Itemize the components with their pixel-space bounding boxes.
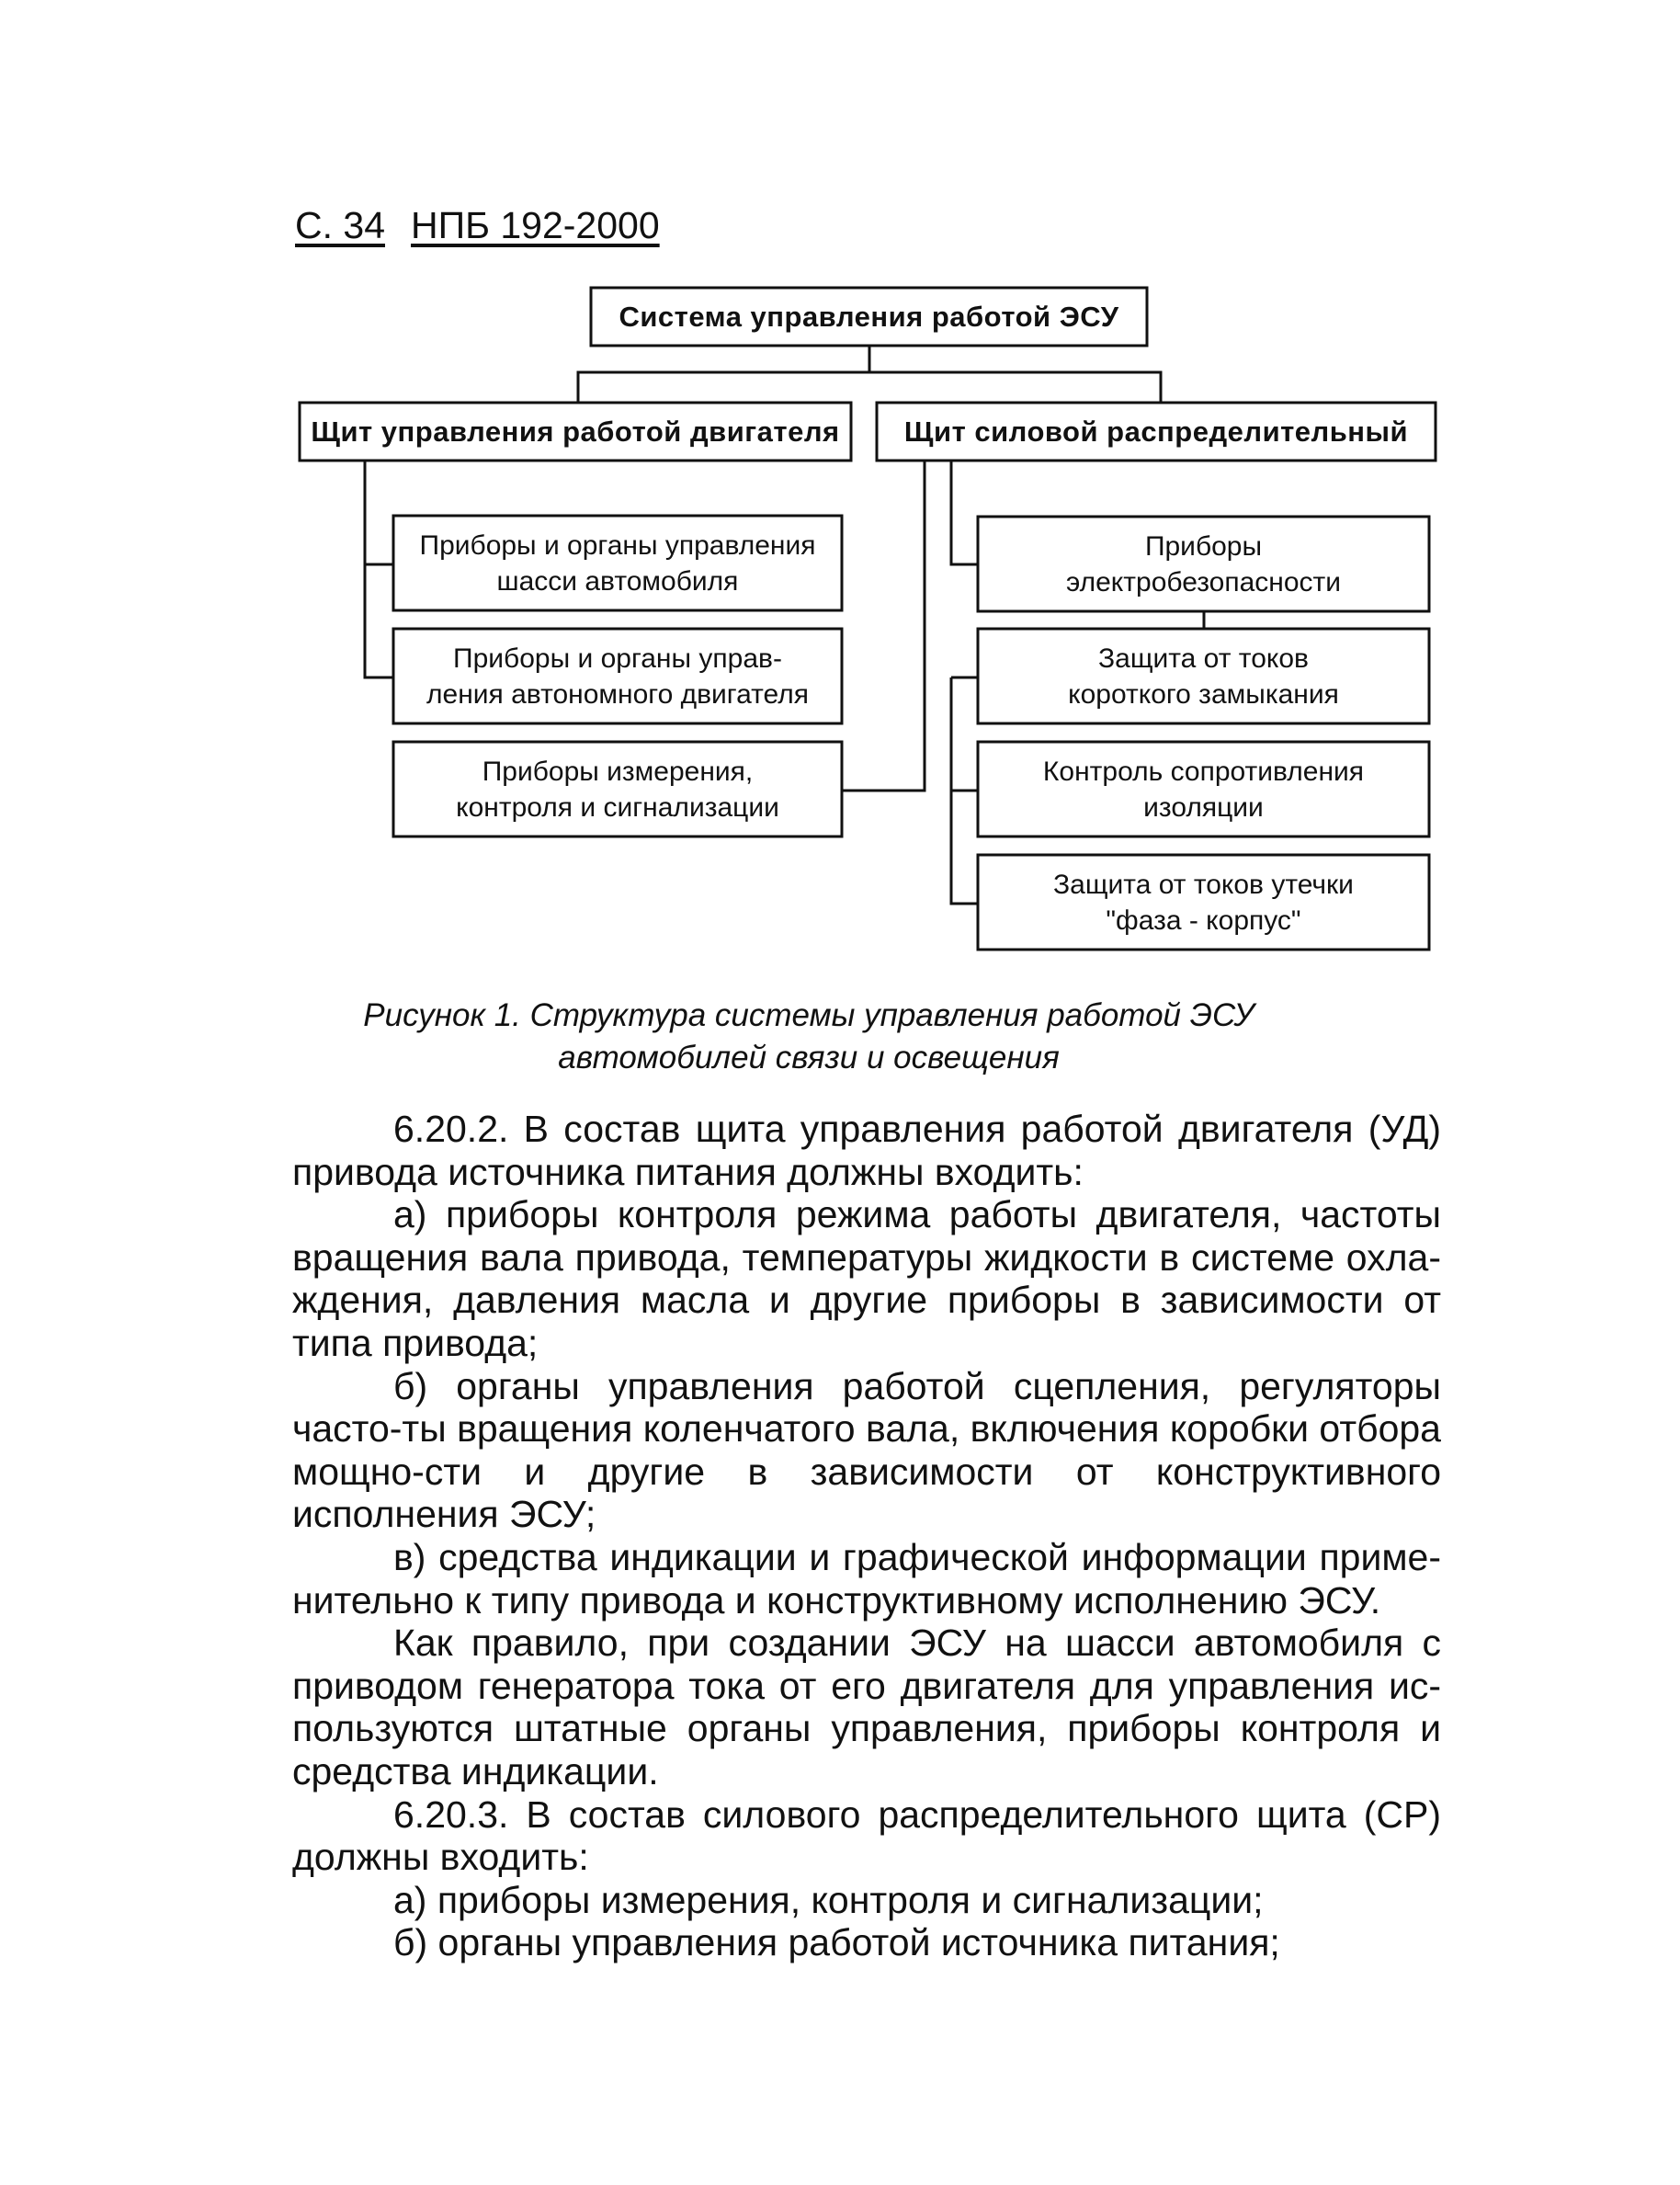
right-panel-connector [951, 461, 978, 564]
right-item-3-label: Контроль сопротивления изоляции [1042, 756, 1365, 823]
paragraph: а) приборы измерения, контроля и сигнализации; [393, 1878, 1264, 1921]
document-code: НПБ 192-2000 [411, 204, 660, 246]
right-item-4-label: Защита от токов утечки "фаза - корпус" [1053, 869, 1354, 936]
page-number: С. 34 [295, 204, 385, 246]
root-branch-line [578, 372, 1161, 403]
left-panel-connector [365, 461, 393, 677]
left-panel-label: Щит управления работой двигателя [311, 415, 840, 448]
paragraph: 6.20.2. В состав щита управления работой двигателя (УД) привода источника питания должны входить: [292, 1108, 1441, 1193]
paragraph: в) средства индикации и графической информации приме-нительно к типу привода и конструктивному исполнению ЭСУ. [292, 1535, 1441, 1622]
left-item-3-connector [842, 461, 925, 791]
right-item-1-label: Приборы электробезопасности [1065, 530, 1342, 597]
right-panel-label: Щит силовой распределительный [903, 415, 1409, 448]
paragraph: а) приборы контроля режима работы двигателя, частоты вращения вала привода, температуры жидкости в системе охла-ждения, давления масла и другие приборы в зависимости от типа привода; [292, 1193, 1441, 1364]
paragraph: б) органы управления работой сцепления, регуляторы часто-ты вращения коленчатого вала, включения коробки отбора мощно-сти и другие в зависимости от конструктивного исполнения ЭСУ; [292, 1364, 1441, 1536]
paragraph: 6.20.3. В состав силового распределительного щита (СР) должны входить: [292, 1792, 1441, 1879]
right-item-2-label: Защита от токов короткого замыкания [1068, 643, 1339, 710]
figure-caption [303, 995, 1314, 1079]
caption-line-2: автомобилей связи и освещения [558, 1040, 1060, 1075]
root-box-label: Система управления работой ЭСУ [619, 301, 1119, 333]
paragraph: б) органы управления работой источника питания; [393, 1921, 1280, 1964]
paragraph: Как правило, при создании ЭСУ на шасси автомобиля с приводом генератора тока от его двигателя для управления ис-пользуются штатные органы управления, приборы контроля и средства индикации. [292, 1622, 1441, 1792]
left-item-2-label: Приборы и органы управ- ления автономного двигателя [426, 643, 809, 710]
left-item-3-label: Приборы измерения, контроля и сигнализации [456, 756, 779, 823]
left-item-1-label: Приборы и органы управления шасси автомобиля [419, 529, 816, 597]
body-text [292, 1108, 1441, 1964]
caption-line-1: Рисунок 1. Структура системы управления работой ЭСУ [363, 997, 1254, 1033]
